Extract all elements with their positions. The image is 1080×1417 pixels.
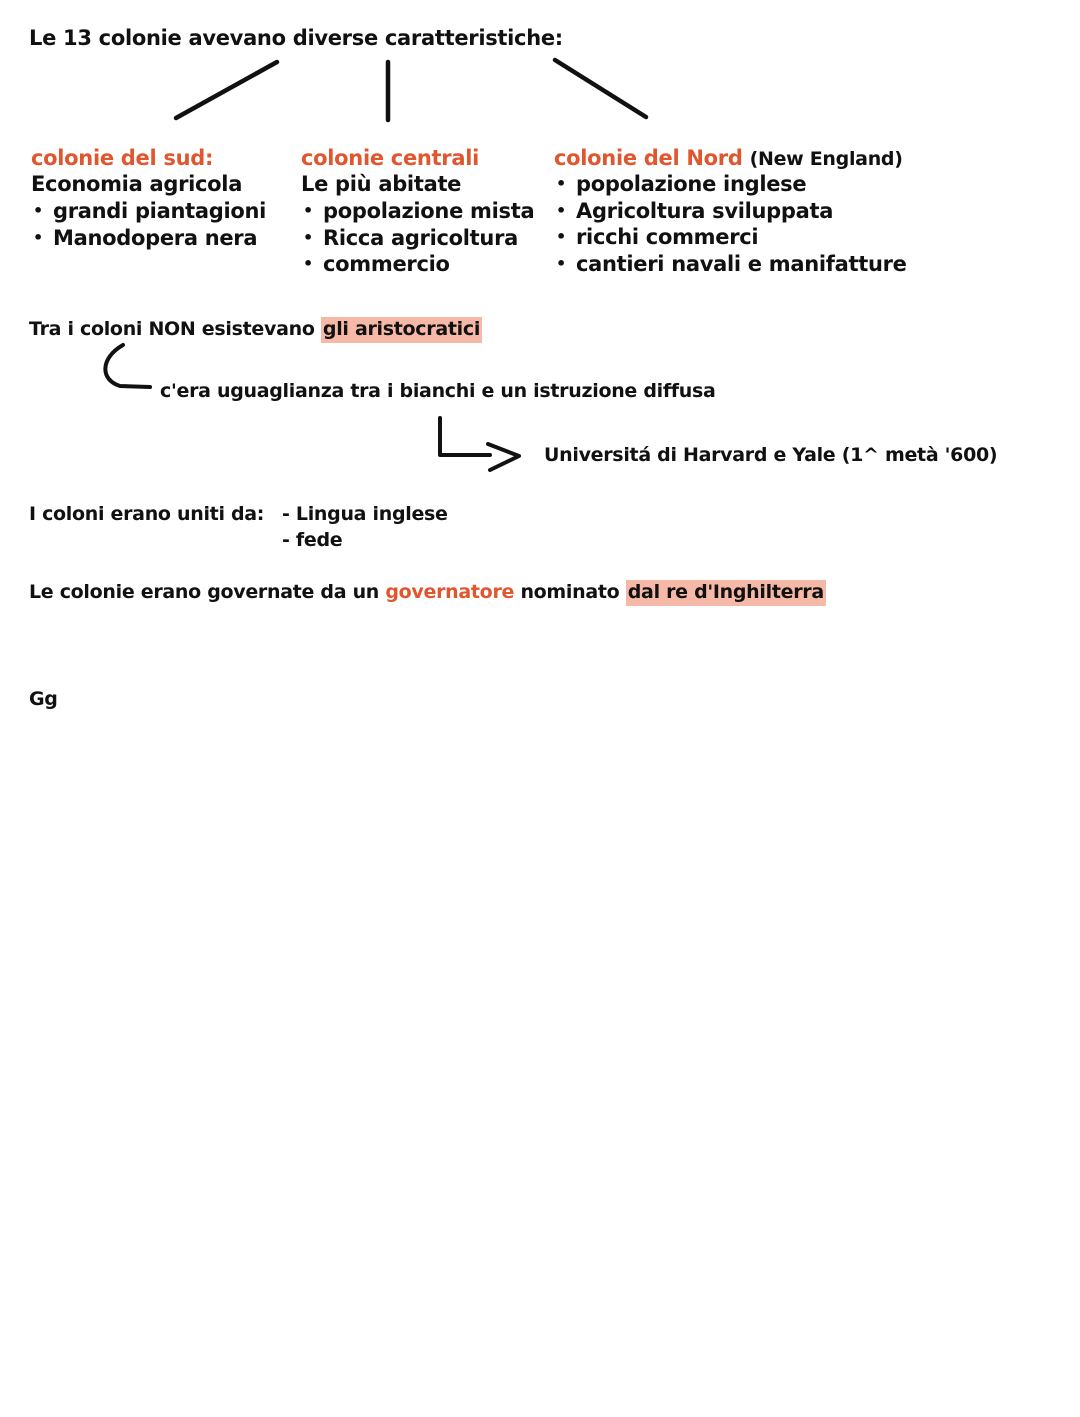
united-prefix: I coloni erano uniti da:: [29, 503, 265, 525]
south-subtitle: Economia agricola: [31, 172, 243, 196]
list-item: • commercio: [300, 251, 534, 278]
aristocrats-prefix: Tra i coloni NON esistevano: [29, 318, 315, 340]
south-list: [30, 198, 266, 251]
north-title-note: (New England): [749, 148, 903, 170]
list-item: • ricchi commerci: [553, 224, 907, 251]
central-title: colonie centrali: [301, 146, 480, 170]
list-item: • Ricca agricoltura: [300, 225, 534, 252]
list-item: • cantieri navali e manifatture: [553, 251, 907, 278]
branch-right: [555, 60, 646, 117]
equality-text: c'era uguaglianza tra i bianchi e un istruzione diffusa: [160, 380, 716, 402]
list-item: • Manodopera nera: [30, 225, 266, 252]
central-list: [300, 198, 534, 278]
government-prefix: Le colonie erano governate da un: [29, 581, 380, 603]
footer-note: Gg: [29, 688, 58, 710]
list-item: • popolazione inglese: [553, 171, 907, 198]
united-item-2: - fede: [282, 529, 343, 551]
curve-arrow-2: [440, 418, 490, 455]
government-accent: governatore: [385, 581, 515, 603]
arrow-head: [488, 444, 519, 470]
government-middle: nominato: [520, 581, 620, 603]
united-item-1: - Lingua inglese: [282, 503, 448, 525]
government-highlight: dal re d'Inghilterra: [626, 580, 826, 606]
list-item: • grandi piantagioni: [30, 198, 266, 225]
curve-arrow-1: [105, 345, 150, 387]
branch-left: [176, 62, 277, 118]
north-list: [553, 171, 907, 277]
north-heading: [554, 148, 903, 169]
central-subtitle: Le più abitate: [301, 172, 462, 196]
aristocrats-line: [29, 320, 482, 339]
south-title: colonie del sud:: [31, 146, 214, 170]
north-title: colonie del Nord: [554, 146, 743, 170]
intro-text: Le 13 colonie avevano diverse caratteristiche:: [29, 26, 563, 50]
list-item: • Agricoltura sviluppata: [553, 198, 907, 225]
list-item: • popolazione mista: [300, 198, 534, 225]
aristocrats-highlight: gli aristocratici: [321, 317, 482, 343]
universities-text: Universitá di Harvard e Yale (1^ metà '600): [544, 444, 998, 466]
government-line: [29, 583, 826, 602]
